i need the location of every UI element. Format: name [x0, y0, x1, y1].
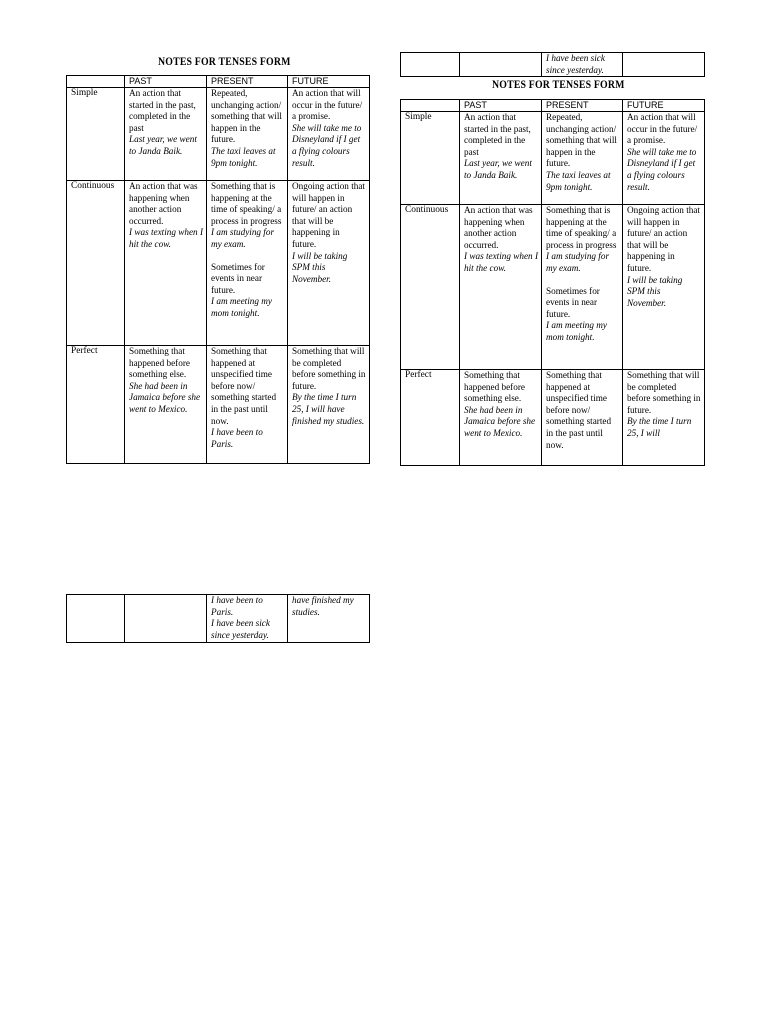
- row-label-simple: Simple: [67, 88, 125, 181]
- fragment-present: I have been sick since yesterday.: [542, 53, 623, 77]
- right-tenses-table: [400, 99, 705, 466]
- cell-simple-past: An action that started in the past, completed in the past Last year, we went to Janda Baik.: [125, 88, 207, 181]
- cell-continuous-present: Something that is happening at the time of speaking/ a process in progress I am studying for my exam. Sometimes for events in near future. I am meeting my mom tonight.: [207, 181, 288, 346]
- header-past: PAST: [125, 76, 207, 88]
- header-present: PRESENT: [207, 76, 288, 88]
- row-label-continuous: Continuous: [67, 181, 125, 346]
- cell-continuous-past: An action that was happening when another action occurred. I was texting when I hit the cow.: [460, 205, 542, 370]
- left-continuation-table: [66, 594, 370, 643]
- fragment-empty-cell: [460, 53, 542, 77]
- header-future: FUTURE: [288, 76, 370, 88]
- cell-simple-present: Repeated, unchanging action/ something that will happen in the future. The taxi leaves at 9pm tonight.: [207, 88, 288, 181]
- cell-perfect-past: Something that happened before something else. She had been in Jamaica before she went to Mexico.: [460, 370, 542, 466]
- cell-perfect-future: Something that will be completed before something in future. By the time I turn 25, I will: [623, 370, 705, 466]
- cell-continuous-future: Ongoing action that will happen in future/ an action that will be happening in future. I will be taking SPM this November.: [288, 181, 370, 346]
- row-label-perfect: Perfect: [401, 370, 460, 466]
- row-label-perfect: Perfect: [67, 346, 125, 464]
- continuation-future: have finished my studies.: [288, 595, 370, 643]
- header-empty-cell: [401, 100, 460, 112]
- cell-simple-future: An action that will occur in the future/ a promise. She will take me to Disneyland if I get a flying colours result.: [623, 112, 705, 205]
- fragment-empty-cell: [401, 53, 460, 77]
- cell-perfect-present: Something that happened at unspecified time before now/ something started in the past until now.: [542, 370, 623, 466]
- cell-perfect-past: Something that happened before something else. She had been in Jamaica before she went to Mexico.: [125, 346, 207, 464]
- cell-continuous-future: Ongoing action that will happen in future/ an action that will be happening in future. I will be taking SPM this November.: [623, 205, 705, 370]
- cell-simple-present: Repeated, unchanging action/ something that will happen in the future. The taxi leaves at 9pm tonight.: [542, 112, 623, 205]
- cell-perfect-present: Something that happened at unspecified time before now/ something started in the past until now. I have been to Paris.: [207, 346, 288, 464]
- row-label-continuous: Continuous: [401, 205, 460, 370]
- continuation-empty-cell: [67, 595, 125, 643]
- fragment-empty-cell: [623, 53, 705, 77]
- right-top-fragment-table: [400, 52, 705, 77]
- row-label-simple: Simple: [401, 112, 460, 205]
- continuation-empty-cell: [125, 595, 207, 643]
- left-tenses-table: [66, 75, 370, 464]
- continuation-present: I have been to Paris. I have been sick since yesterday.: [207, 595, 288, 643]
- left-page-title: NOTES FOR TENSES FORM: [158, 54, 291, 68]
- cell-continuous-present: Something that is happening at the time of speaking/ a process in progress I am studying for my exam. Sometimes for events in near future. I am meeting my mom tonight.: [542, 205, 623, 370]
- cell-perfect-future: Something that will be completed before something in future. By the time I turn 25, I will have finished my studies.: [288, 346, 370, 464]
- header-future: FUTURE: [623, 100, 705, 112]
- right-page-title: NOTES FOR TENSES FORM: [492, 77, 625, 91]
- cell-simple-future: An action that will occur in the future/ a promise. She will take me to Disneyland if I get a flying colours result.: [288, 88, 370, 181]
- header-past: PAST: [460, 100, 542, 112]
- header-present: PRESENT: [542, 100, 623, 112]
- header-empty-cell: [67, 76, 125, 88]
- cell-simple-past: An action that started in the past, completed in the past Last year, we went to Janda Baik.: [460, 112, 542, 205]
- cell-continuous-past: An action that was happening when another action occurred. I was texting when I hit the cow.: [125, 181, 207, 346]
